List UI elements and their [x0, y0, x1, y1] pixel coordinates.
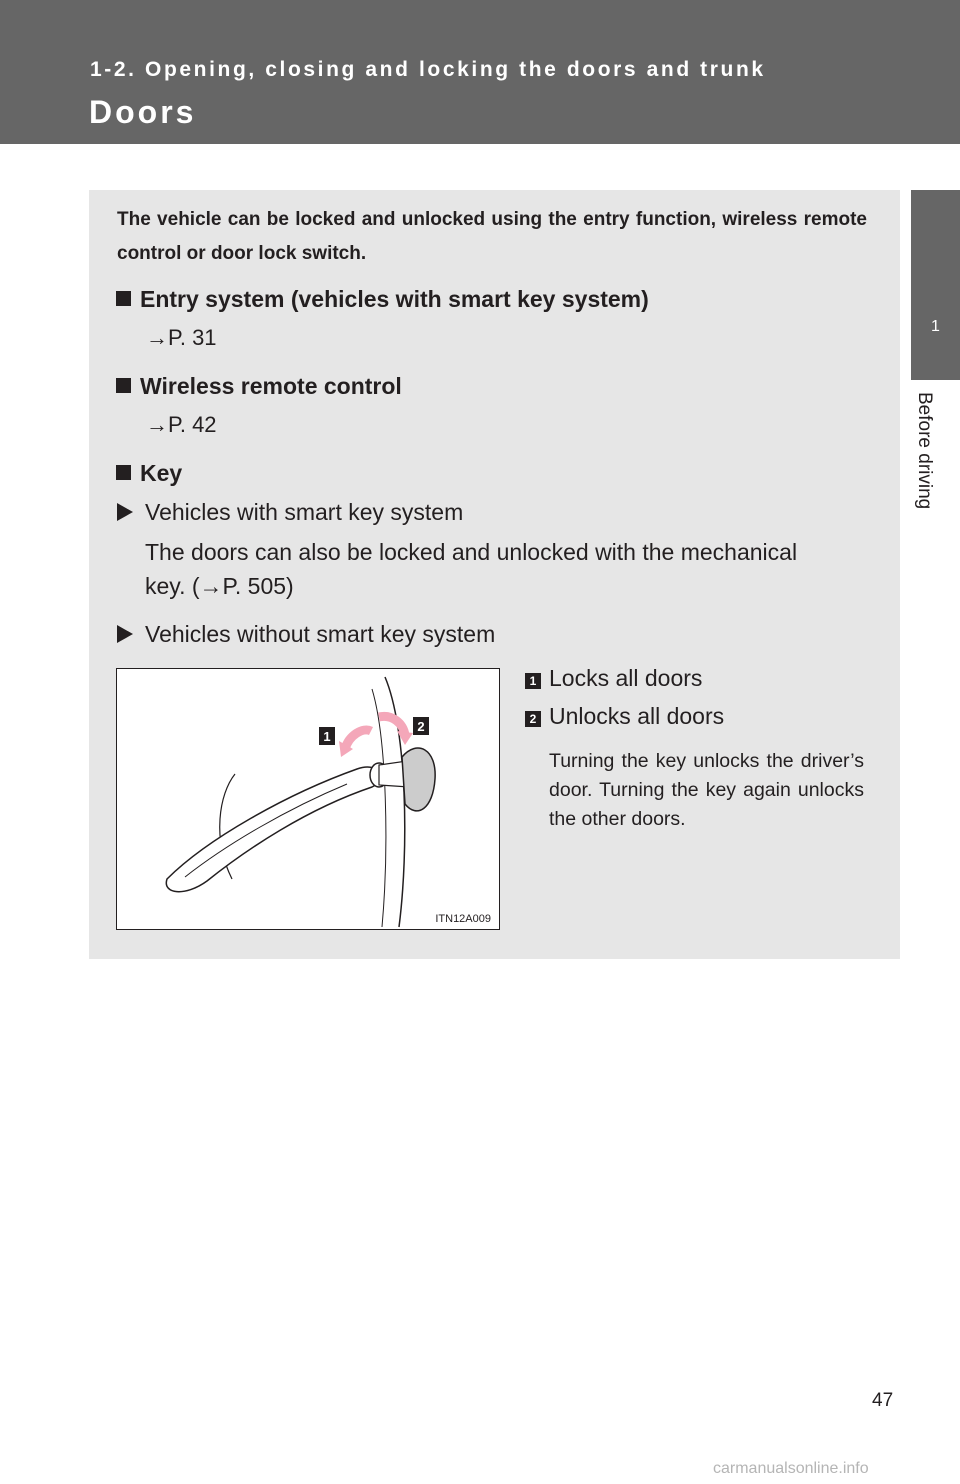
- square-bullet-icon: [116, 378, 131, 393]
- ref-entry-system: →P. 31: [146, 325, 217, 350]
- page-number: 47: [872, 1390, 894, 1411]
- door-handle-key-drawing: [117, 669, 499, 929]
- callout-1: 1: [323, 729, 331, 744]
- ref-wireless-remote: →P. 42: [146, 412, 217, 437]
- list-item-unlock: 2 Unlocks all doors: [525, 703, 724, 730]
- square-bullet-icon: [116, 291, 131, 306]
- section-heading-entry-system: Entry system (vehicles with smart key system): [116, 286, 649, 313]
- number-badge: 1: [525, 673, 541, 689]
- square-bullet-icon: [116, 465, 131, 480]
- header-bar: [0, 0, 960, 144]
- smart-key-text-line2: key. (→P. 505): [145, 573, 294, 599]
- number-badge: 2: [525, 711, 541, 727]
- smart-key-text-line1: The doors can also be locked and unlocked with the mechanical: [145, 539, 798, 565]
- no-smart-key-label: Vehicles without smart key system: [117, 621, 495, 648]
- figure-code: ITN12A009: [435, 913, 491, 925]
- chapter-number: 1: [931, 318, 940, 335]
- section-heading-wireless-remote: Wireless remote control: [116, 373, 402, 400]
- chapter-tab: [911, 190, 960, 380]
- chapter-label: Before driving: [914, 392, 935, 510]
- intro-text: The vehicle can be locked and unlocked using the entry function, wireless remote control or door lock switch.: [117, 209, 867, 264]
- door-key-illustration: [116, 668, 500, 930]
- list-item-lock: 1 Locks all doors: [525, 665, 702, 692]
- callout-2: 2: [417, 719, 425, 734]
- key-note: Turning the key unlocks the driver’s door. Turning the key again unlocks the other doors.: [549, 750, 864, 830]
- section-heading-key: Key: [116, 460, 182, 487]
- smart-key-label: Vehicles with smart key system: [117, 499, 463, 526]
- triangle-bullet-icon: [117, 625, 133, 643]
- footer-watermark: carmanualsonline.info: [713, 1460, 869, 1477]
- triangle-bullet-icon: [117, 503, 133, 521]
- section-title: 1-2. Opening, closing and locking the doors and trunk: [90, 58, 766, 81]
- page-title: Doors: [89, 94, 197, 130]
